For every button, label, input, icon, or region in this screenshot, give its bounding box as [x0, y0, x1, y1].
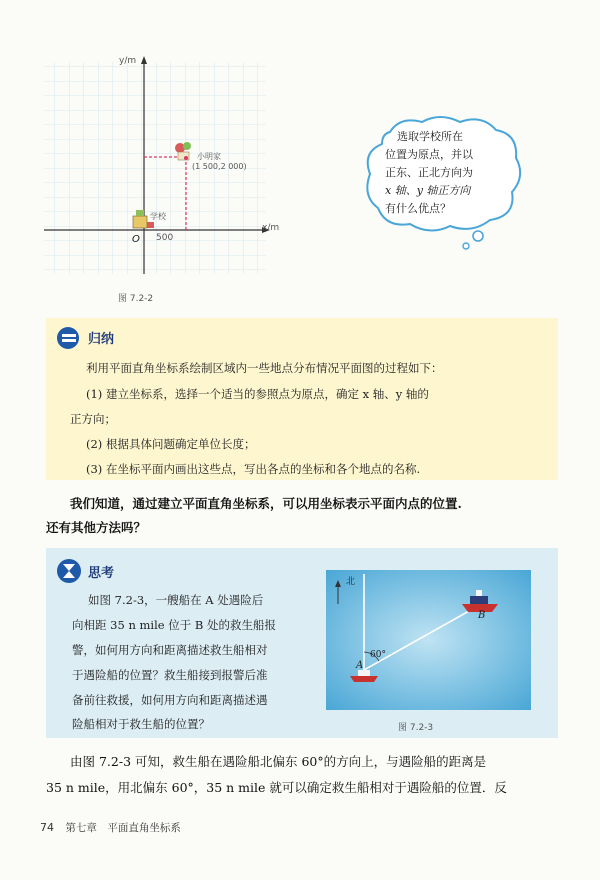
x-axis-label: x/m: [262, 223, 280, 233]
point-a-label: A: [356, 660, 364, 671]
conclusion-line: 由图 7.2-3 可知，救生船在遇险船北偏东 60°的方向上，与遇险船的距离是: [70, 754, 487, 769]
think-line: 备前往救援，如何用方向和距离描述遇: [72, 693, 268, 707]
bubble-line: 选取学校所在: [397, 130, 463, 143]
intro-line: 还有其他方法吗？: [46, 520, 147, 535]
bubble-text: [385, 128, 505, 218]
summary-icon: [56, 326, 84, 350]
figure-caption: 图 7.2-2: [118, 294, 154, 304]
angle-label: 60°: [370, 650, 386, 660]
think-line: 如图 7.2-3，一艘船在 A 处遇险后: [88, 593, 264, 607]
summary-line: (2) 根据具体问题确定单位长度；: [86, 437, 256, 451]
think-line: 警，如何用方向和距离描述救生船相对: [72, 643, 268, 657]
bubble-line: 有什么优点？: [385, 202, 451, 215]
point-b-label: B: [478, 610, 486, 621]
page-footer: [40, 820, 181, 835]
page-number: 74: [40, 821, 54, 834]
think-line: 于遇险船的位置？救生船接到报警后准: [72, 668, 268, 682]
intro-line: 我们知道，通过建立平面直角坐标系，可以用坐标表示平面内点的位置.: [70, 496, 462, 511]
bubble-line: 位置为原点，并以: [385, 148, 473, 161]
navigation-figure: [326, 570, 531, 710]
summary-line: (1) 建立坐标系，选择一个适当的参照点为原点，确定 x 轴、y 轴的: [86, 387, 429, 401]
summary-title: 归纳: [88, 332, 115, 347]
y-axis-label: y/m: [119, 56, 137, 66]
summary-line: 利用平面直角坐标系绘制区域内一些地点分布情况平面图的过程如下：: [86, 361, 443, 375]
tick-label: 500: [156, 233, 174, 243]
summary-line: (3) 在坐标平面内画出这些点，写出各点的坐标和各个地点的名称.: [86, 462, 421, 476]
origin-label: O: [132, 234, 140, 245]
hourglass-icon: [56, 558, 82, 584]
home-coordinates: (1 500,2 000): [192, 162, 247, 171]
think-line: 险船相对于救生船的位置？: [72, 717, 210, 731]
figure-caption: 图 7.2-3: [398, 723, 434, 733]
think-line: 向相距 35 n mile 位于 B 处的救生船报: [72, 618, 276, 632]
north-label: 北: [346, 577, 356, 587]
conclusion-line: 35 n mile，用北偏东 60°，35 n mile 就可以确定救生船相对于遇险船的位置．反: [46, 780, 507, 795]
summary-line: 正方向；: [70, 412, 116, 426]
school-label: 学校: [150, 212, 166, 221]
think-title: 思考: [88, 566, 115, 581]
bubble-line: x 轴、y 轴正方向: [385, 184, 471, 197]
chapter-title: 第七章 平面直角坐标系: [65, 822, 181, 834]
bubble-line: 正东、正北方向为: [385, 166, 473, 179]
home-label: 小明家: [197, 152, 221, 161]
